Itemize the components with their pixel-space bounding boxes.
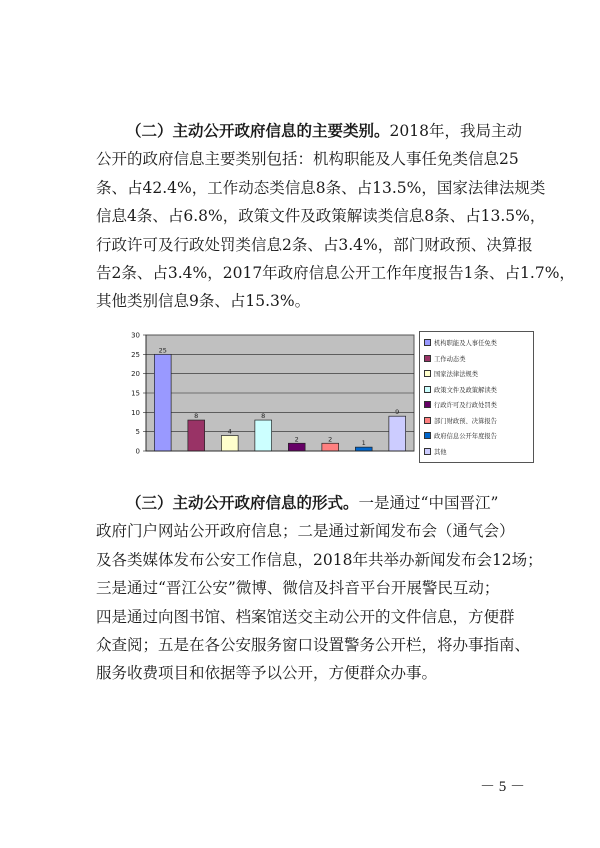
bar-value-label: 8 [194,412,199,421]
paragraph-line: 三是通过“晋江公安”微博、微信及抖音平台开展警民互动； [96,579,500,598]
y-tick-label: 15 [131,389,140,398]
legend-item [424,370,478,379]
legend-swatch [424,370,431,377]
legend-swatch [424,339,431,346]
bar-value-label: 1 [361,439,366,448]
chart-plot [106,330,418,464]
paragraph-line: 政府门户网站公开政府信息；二是通过新闻发布会（通气会） [96,522,515,541]
paragraph-line: 告2条、占3.4%，2017年政府信息公开工作年度报告1条、占1.7%， [96,264,575,283]
bar-value-label: 25 [158,346,167,355]
legend-item [424,432,497,441]
bar-3 [221,436,238,451]
paragraph-line: 四是通过向图书馆、档案馆送交主动公开的文件信息，方便群 [96,607,515,626]
bar-value-label: 4 [227,427,232,436]
legend-label: 政策文件及政策解读类 [434,386,497,394]
paragraph-line: 及各类媒体发布公安工作信息，2018年共举办新闻发布会12场； [96,550,543,569]
legend-label: 机构职能及人事任免类 [434,340,497,347]
legend-label: 部门财政预、决算报告 [434,417,497,425]
paragraph-line: 其他类别信息9条、占15.3%。 [96,292,311,311]
bar-value-label: 9 [395,408,400,417]
legend-swatch [424,417,431,424]
legend-item [424,339,497,348]
bar-7 [355,447,372,451]
legend-item [424,386,497,395]
bar-8 [389,416,406,451]
legend-item [424,417,497,426]
paragraph-line: 公开的政府信息主要类别包括：机构职能及人事任免类信息25 [96,150,519,169]
paragraph-line: 信息4条、占6.8%，政策文件及政策解读类信息8条、占13.5%， [96,207,546,226]
section-3-heading: （三）主动公开政府信息的形式。 [126,493,359,512]
bar-1 [154,354,171,451]
paragraph-line-1: （二）主动公开政府信息的主要类别。2018年，我局主动 [126,121,522,140]
y-tick-label: 30 [131,331,140,340]
bar-2 [188,420,205,451]
legend-item [424,448,447,457]
y-tick-label: 10 [131,408,140,417]
paragraph-line-1: （三）主动公开政府信息的形式。一是通过“中国晋江” [126,493,499,512]
y-tick-label: 25 [131,350,140,359]
legend-swatch [424,355,431,362]
y-tick-label: 0 [135,447,140,456]
page-number: － 5 － [479,779,525,795]
chart-legend [419,331,534,463]
legend-swatch [424,432,431,439]
section-2-heading: （二）主动公开政府信息的主要类别。 [126,121,390,140]
section-2-paragraph [96,117,575,316]
legend-label: 国家法律法规类 [434,371,479,378]
bar-5 [288,443,305,451]
legend-item [424,401,497,410]
category-bar-chart [106,330,534,464]
bar-value-label: 2 [294,435,299,444]
legend-swatch [424,401,431,408]
paragraph-line: 条、占42.4%，工作动态类信息8条、占13.5%，国家法律法规类 [96,178,546,197]
legend-item [424,355,465,364]
legend-label: 行政许可及行政处罚类 [434,402,497,409]
legend-swatch [424,448,431,455]
bar-4 [255,420,272,451]
legend-label: 其他 [434,448,447,456]
y-tick-label: 5 [135,428,140,437]
bar-6 [322,443,339,451]
legend-label: 工作动态类 [434,355,466,363]
paragraph-line: 服务收费项目和依据等予以公开，方便群众办事。 [96,664,438,683]
section-3-paragraph [96,489,543,688]
bar-value-label: 8 [261,412,266,421]
paragraph-line: 众查阅；五是在各公安服务窗口设置警务公开栏，将办事指南、 [96,636,531,655]
y-tick-label: 20 [131,370,140,379]
paragraph-line: 行政许可及行政处罚类信息2条、占3.4%，部门财政预、决算报 [96,235,533,254]
bar-value-label: 2 [328,435,333,444]
legend-label: 政府信息公开年度报告 [434,433,497,440]
legend-swatch [424,386,431,393]
